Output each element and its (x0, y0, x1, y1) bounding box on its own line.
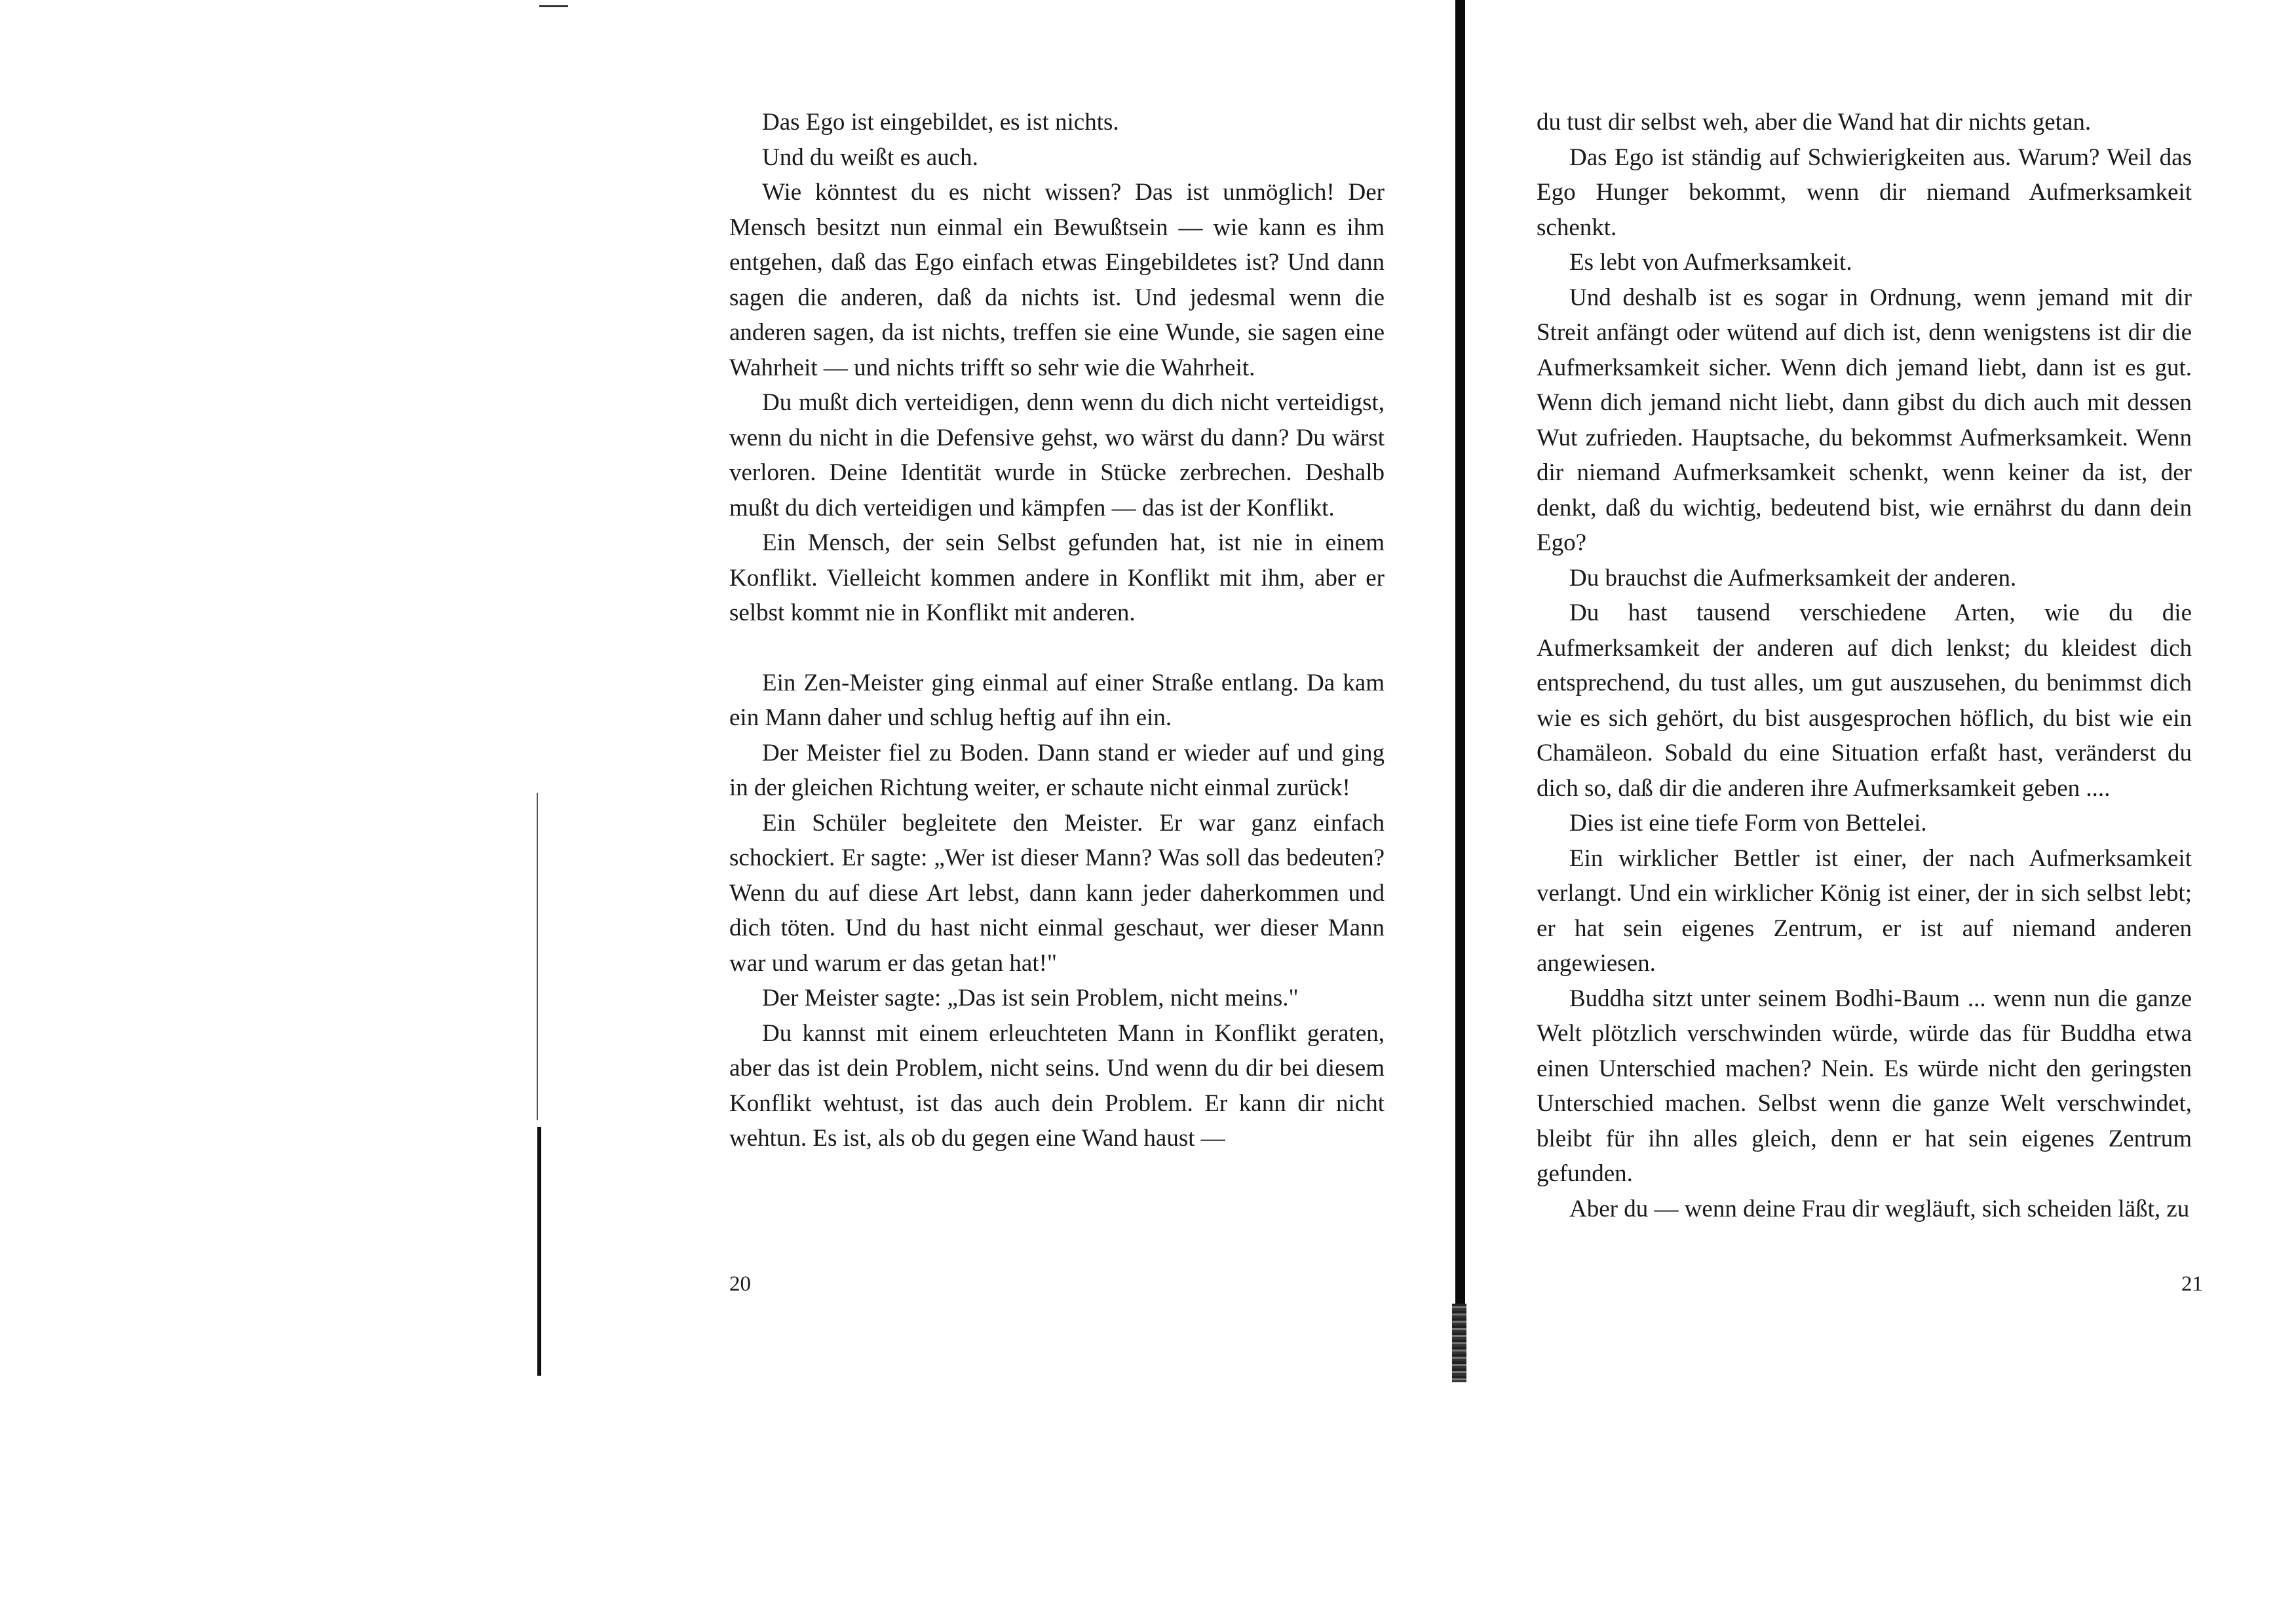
paragraph: Ein Zen-Meister ging einmal auf einer Straße entlang. Da kam ein Mann daher und schlug heftig auf ihn ein. (729, 669, 1385, 731)
paragraph: Ein Mensch, der sein Selbst gefunden hat, ist nie in einem Konflikt. Vielleicht kommen andere in Konflikt mit ihm, aber er selbst kommt nie in Konflikt mit anderen. (729, 529, 1385, 626)
paragraph: Du mußt dich verteidigen, denn wenn du dich nicht verteidigst, wenn du nicht in die Defensive gehst, wo wärst du dann? Du wärst verloren. Deine Identität wurde in Stücke zerbrechen. Deshalb mußt du dich verteidigen und kämpfen — das ist der Konflikt. (729, 389, 1385, 521)
paragraph: Der Meister sagte: „Das ist sein Problem, nicht meins." (762, 985, 1299, 1011)
paragraph: Wie könntest du es nicht wissen? Das ist unmöglich! Der Mensch besitzt nun einmal ein Bewußtsein — wie kann es ihm entgehen, daß das Ego einfach etwas Eingebildetes ist? Und dann sagen die anderen, daß da nichts ist. Und jedesmal wenn die anderen sagen, da ist nichts, treffen sie eine Wunde, sie sagen eine Wahrheit — und nichts trifft so sehr wie die Wahrheit. (729, 179, 1385, 381)
paragraph: Buddha sitzt unter seinem Bodhi-Baum ... wenn nun die ganze Welt plötzlich verschwinden würde, würde das für Buddha etwa einen Unterschied machen? Nein. Es würde nicht den geringsten Unterschied machen. Selbst wenn die ganze Welt verschwindet, bleibt für ihn alles gleich, denn er hat sein eigenes Zentrum gefunden. (1537, 985, 2192, 1187)
paragraph: Ein wirklicher Bettler ist einer, der nach Aufmerksamkeit verlangt. Und ein wirklicher König ist einer, der in sich selbst lebt; er hat sein eigenes Zentrum, er ist auf niemand anderen angewiesen. (1537, 844, 2192, 977)
paragraph: Und deshalb ist es sogar in Ordnung, wenn jemand mit dir Streit anfängt oder wütend auf dich ist, denn wenigstens ist dir die Aufmerksamkeit sicher. Wenn dich jemand liebt, dann ist es gut. Wenn dich jemand nicht liebt, dann gibst du dich auch mit dessen Wut zufrieden. Hauptsache, du bekommst Aufmerksamkeit. Wenn dir niemand Aufmerksamkeit schenkt, wenn keiner da ist, der denkt, daß du wichtig, bedeutend bist, wie ernährst du dann dein Ego? (1537, 284, 2192, 556)
paragraph: Du brauchst die Aufmerksamkeit der anderen. (1569, 564, 2017, 592)
paragraph: Das Ego ist ständig auf Schwierigkeiten aus. Warum? Weil das Ego Hunger bekommt, wenn dir niemand Aufmerksamkeit schenkt. (1537, 143, 2192, 241)
page-number: 20 (729, 1272, 751, 1296)
paragraph: Es lebt von Aufmerksamkeit. (1569, 249, 1852, 276)
page-number: 21 (2181, 1272, 2203, 1296)
left-page-text (729, 105, 1385, 1156)
paragraph: Der Meister fiel zu Boden. Dann stand er wieder auf und ging in der gleichen Richtung weiter, er schaute nicht einmal zurück! (729, 739, 1385, 801)
right-page (1455, 0, 2296, 1624)
paragraph: Du hast tausend verschiedene Arten, wie du die Aufmerksamkeit der anderen auf dich lenkst; du kleidest dich entsprechend, du tust alles, um gut auszusehen, du benimmst dich wie es sich gehört, du bist ausgesprochen höflich, du bist wie ein Chamäleon. Sobald du eine Situation erfaßt hast, veränderst du dich so, daß dir die anderen ihre Aufmerksamkeit geben .... (1537, 599, 2192, 802)
paragraph: Dies ist eine tiefe Form von Bettelei. (1569, 810, 1927, 837)
paragraph: du tust dir selbst weh, aber die Wand hat dir nichts getan. (1537, 109, 2092, 136)
paragraph: Das Ego ist eingebildet, es ist nichts. (762, 109, 1119, 136)
paragraph: Ein Schüler begleitete den Meister. Er war ganz einfach schockiert. Er sagte: „Wer ist dieser Mann? Was soll das bedeuten? Wenn du auf diese Art lebst, dann kann jeder daherkommen und dich töten. Und du hast nicht einmal geschaut, wer dieser Mann war und warum er das getan hat!" (729, 809, 1385, 977)
paragraph: Und du weißt es auch. (762, 143, 978, 171)
paragraph: Aber du — wenn deine Frau dir wegläuft, sich scheiden läßt, zu (1569, 1195, 2190, 1222)
right-page-text (1537, 105, 2192, 1226)
paragraph: Du kannst mit einem erleuchteten Mann in Konflikt geraten, aber das ist dein Problem, nicht seins. Und wenn du dir bei diesem Konflikt wehtust, ist das auch dein Problem. Er kann dir nicht wehtun. Es ist, als ob du gegen eine Wand haust — (729, 1019, 1385, 1152)
